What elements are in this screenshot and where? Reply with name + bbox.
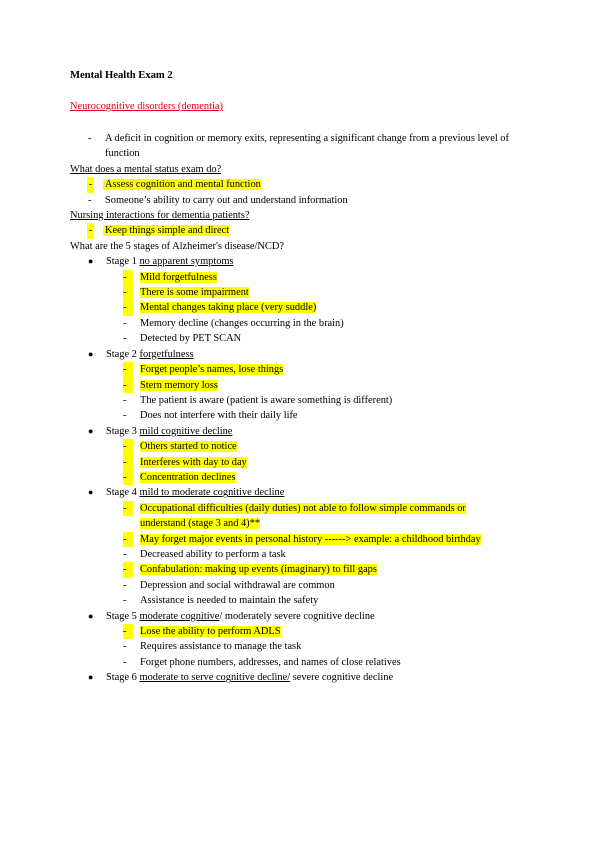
- dash-marker: -: [123, 300, 133, 315]
- dash-marker: -: [123, 378, 133, 393]
- bullet-marker: ●: [88, 672, 94, 683]
- dash-marker: -: [123, 624, 133, 639]
- dash-marker: -: [123, 470, 133, 485]
- dash-marker: -: [123, 595, 127, 607]
- question-heading: What does a mental status exam do?: [70, 163, 222, 175]
- list-item-text: Confabulation: making up events (imaginary) to fill gaps: [140, 564, 377, 576]
- list-item: [70, 131, 530, 162]
- dash-marker: -: [123, 333, 127, 345]
- stage-label: Stage 4: [106, 487, 140, 499]
- list-item-text: A deficit in cognition or memory exits, representing a significant change from a previous level of function: [105, 133, 509, 160]
- list-item: [70, 316, 530, 331]
- dash-marker: -: [123, 579, 127, 591]
- stage-name: forgetfulness: [139, 348, 194, 360]
- list-item-text: Interferes with day to day: [140, 456, 247, 468]
- list-item-text: There is some impairment: [140, 287, 249, 299]
- section-heading: Neurocognitive disorders (dementia): [70, 101, 223, 112]
- list-item-text: Assess cognition and mental function: [105, 179, 261, 191]
- list-item: [70, 270, 530, 285]
- list-item-text: Detected by PET SCAN: [140, 333, 242, 345]
- list-item-text: Someone’s ability to carry out and understand information: [105, 194, 348, 206]
- list-item: [70, 655, 530, 670]
- list-item: [70, 439, 530, 454]
- bullet-marker: ●: [88, 610, 94, 621]
- dash-marker: -: [123, 394, 127, 406]
- stage-label: Stage 2: [106, 348, 140, 360]
- list-item: [70, 331, 530, 346]
- list-item: [70, 639, 530, 654]
- stage-heading: [70, 609, 530, 624]
- bullet-marker: ●: [88, 425, 94, 436]
- stage-name: moderate to serve cognitive decline/: [139, 672, 291, 684]
- page-title: Mental Health Exam 2: [70, 70, 173, 81]
- stage-label: Stage 5: [106, 610, 140, 622]
- stage-label: Stage 6: [106, 672, 140, 684]
- dash-marker: -: [123, 317, 127, 329]
- list-item-text: The patient is aware (patient is aware something is different): [140, 394, 393, 406]
- dash-marker: -: [88, 133, 92, 144]
- list-item-text: Mild forgetfulness: [140, 271, 217, 283]
- dash-marker: -: [87, 223, 94, 238]
- stage-name: no apparent symptoms: [139, 256, 234, 268]
- dash-marker: -: [87, 177, 94, 192]
- bullet-marker: ●: [88, 256, 94, 267]
- dash-marker: -: [123, 410, 127, 422]
- list-item-text: Forget phone numbers, addresses, and names of close relatives: [140, 656, 401, 668]
- list-item-text: Lose the ability to perform ADLS: [140, 626, 281, 637]
- bullet-marker: ●: [88, 487, 94, 498]
- list-item: [70, 378, 530, 393]
- stage-heading: [70, 424, 530, 439]
- stage-name: mild cognitive decline: [139, 425, 233, 437]
- list-item-text: Assistance is needed to maintain the safety: [140, 595, 319, 607]
- question-heading: Nursing interactions for dementia patients?: [70, 210, 250, 222]
- stage-heading: [70, 347, 530, 362]
- list-item: [70, 300, 530, 315]
- list-item-text: [140, 501, 512, 532]
- dash-marker: -: [123, 270, 133, 285]
- list-item-text: Requires assistance to manage the task: [140, 641, 302, 653]
- list-item: [70, 393, 530, 408]
- list-item-text: Does not interfere with their daily life: [140, 410, 298, 422]
- list-item: [70, 593, 530, 608]
- list-item-text: May forget major events in personal history ------> example: a childhood birthday: [140, 533, 481, 545]
- list-item-text: Others started to notice: [140, 441, 237, 453]
- list-item-text: Mental changes taking place (very suddle): [140, 302, 317, 314]
- list-item: [70, 624, 530, 639]
- dash-marker: -: [123, 641, 127, 653]
- bullet-marker: ●: [88, 348, 94, 359]
- list-item: [70, 547, 530, 562]
- list-item: [70, 532, 530, 547]
- list-item: [70, 501, 530, 532]
- stage-suffix: severe cognitive decline: [290, 672, 394, 684]
- dash-marker: -: [88, 194, 92, 206]
- list-item: [70, 285, 530, 300]
- document-body: [70, 131, 530, 686]
- highlighted-text: Occupational difficulties (daily duties) not able to follow simple commands or understand (stage 3 and 4)**: [140, 502, 466, 530]
- dash-marker: -: [123, 548, 127, 560]
- stage-label: Stage 1: [106, 256, 140, 268]
- dash-marker: -: [123, 562, 133, 577]
- list-item-text: Forget people’s names, lose things: [140, 364, 284, 376]
- dash-marker: -: [123, 439, 133, 454]
- stage-name: moderate cognitive: [139, 610, 220, 622]
- list-item-text: Decreased ability to perform a task: [140, 548, 286, 560]
- list-item: [70, 470, 530, 485]
- stage-heading: [70, 670, 530, 685]
- question-heading: What are the 5 stages of Alzheimer's disease/NCD?: [70, 240, 284, 252]
- list-item: [70, 362, 530, 377]
- list-item-text: Keep things simple and direct: [105, 225, 230, 237]
- list-item: [70, 455, 530, 470]
- list-item: [70, 177, 530, 192]
- dash-marker: -: [123, 362, 133, 377]
- list-item-text: Memory decline (changes occurring in the brain): [140, 317, 344, 329]
- list-item: [70, 578, 530, 593]
- stage-label: Stage 3: [106, 425, 140, 437]
- list-item-text: Depression and social withdrawal are common: [140, 579, 335, 591]
- dash-marker: -: [123, 532, 133, 547]
- list-item: [70, 193, 530, 208]
- stage-name: mild to moderate cognitive decline: [139, 487, 285, 499]
- dash-marker: -: [123, 285, 133, 300]
- dash-marker: -: [123, 501, 133, 516]
- list-item: [70, 408, 530, 423]
- list-item-text: Stern memory loss: [140, 379, 218, 391]
- dash-marker: -: [123, 455, 133, 470]
- list-item: [70, 562, 530, 577]
- list-item: [70, 223, 530, 238]
- stage-heading: [70, 485, 530, 500]
- dash-marker: -: [123, 656, 127, 668]
- stage-suffix: / moderately severe cognitive decline: [219, 610, 375, 622]
- list-item-text: Concentration declines: [140, 471, 236, 483]
- stage-heading: [70, 254, 530, 269]
